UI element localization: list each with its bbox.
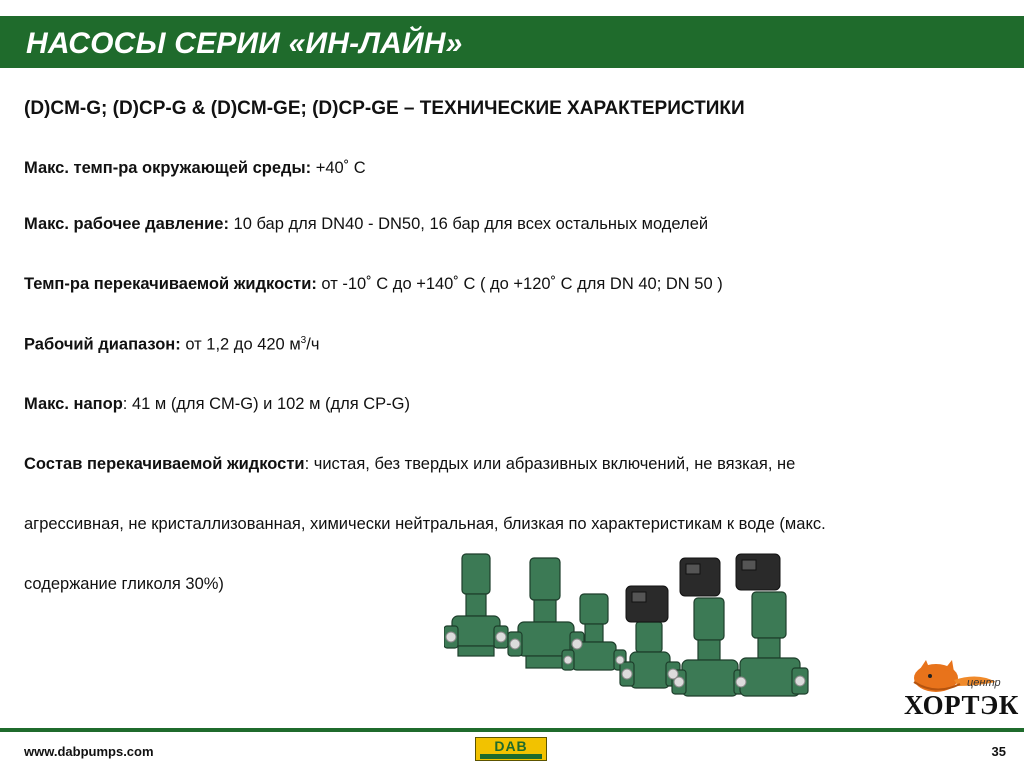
spec-value: : 41 м (для CM-G) и 102 м (для CP-G) bbox=[122, 395, 411, 413]
spec-max-head bbox=[24, 395, 410, 414]
spec-operating-range bbox=[24, 335, 319, 355]
dab-logo bbox=[475, 737, 547, 761]
page-number: 35 bbox=[991, 744, 1006, 759]
logo-name: ХОРТЭК bbox=[904, 690, 1019, 720]
footer-divider bbox=[0, 728, 1024, 732]
spec-liquid-composition bbox=[24, 455, 795, 474]
spec-label: Рабочий диапазон: bbox=[24, 335, 181, 354]
spec-label: Макс. напор bbox=[24, 395, 123, 413]
page-title: НАСОСЫ СЕРИИ «ИН-ЛАЙН» bbox=[26, 27, 463, 60]
spec-value: от 1,2 до 420 м bbox=[180, 335, 301, 354]
spec-value: от -10˚ C до +140˚ C ( до +120˚ C для DN 40; DN 50 ) bbox=[316, 275, 723, 293]
pumps-product-image bbox=[444, 546, 824, 718]
spec-label: Состав перекачиваемой жидкости bbox=[24, 455, 305, 473]
section-subtitle: (D)CM-G; (D)CP-G & (D)CM-GE; (D)CP-GE – ТЕХНИЧЕСКИЕ ХАРАКТЕРИСТИКИ bbox=[24, 98, 745, 119]
spec-max-pressure bbox=[24, 215, 708, 234]
dab-logo-strip bbox=[480, 754, 542, 759]
spec-superscript: 3 bbox=[300, 335, 307, 346]
spec-label: Макс. рабочее давление: bbox=[24, 215, 229, 233]
spec-value-unit: /ч bbox=[306, 335, 320, 354]
spec-ambient-temp bbox=[24, 159, 366, 178]
spec-value: +40˚ C bbox=[311, 159, 366, 177]
spec-label: Темп-ра перекачиваемой жидкости: bbox=[24, 275, 317, 293]
dab-logo-text: DAB bbox=[494, 738, 528, 754]
spec-liquid-temp bbox=[24, 275, 723, 294]
spec-liquid-composition-line3: содержание гликоля 30%) bbox=[24, 575, 224, 593]
spec-label: Макс. темп-ра окружающей среды: bbox=[24, 159, 312, 177]
spec-value: 10 бар для DN40 - DN50, 16 бар для всех остальных моделей bbox=[228, 215, 709, 233]
spec-value: : чистая, без твердых или абразивных включений, не вязкая, не bbox=[304, 455, 796, 473]
spec-liquid-composition-line2: агрессивная, не кристаллизованная, химически нейтральная, близкая по характеристикам к воде (макс. bbox=[24, 515, 826, 533]
footer-website-link[interactable]: www.dabpumps.com bbox=[24, 744, 154, 759]
logo-subtext: центр bbox=[967, 677, 1001, 689]
